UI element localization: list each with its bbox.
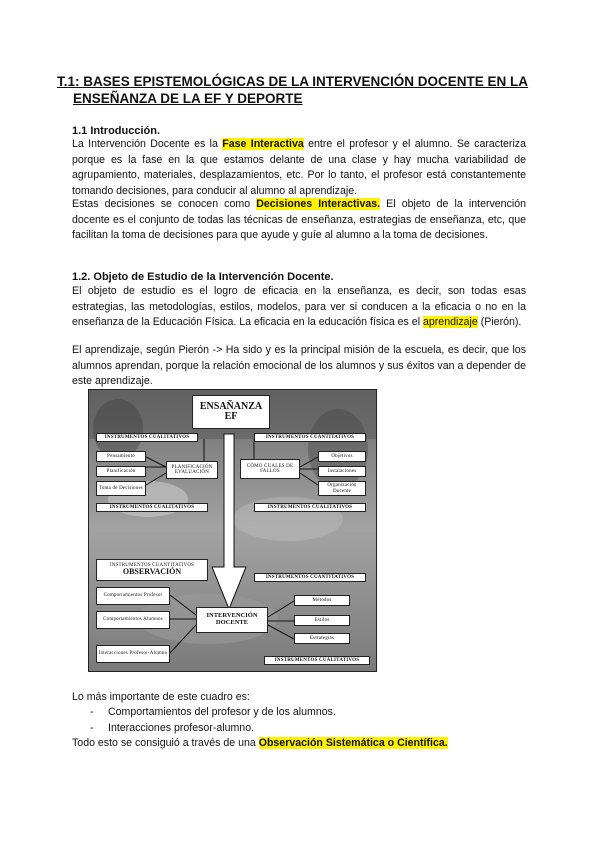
como-cuales-box: CÓMO CUALES DE FALLOS — [240, 459, 300, 479]
text-run: El objeto de la intervención docente es el conjunto de todas las técnicas de enseñanza, estrategias de enseñanza, etc, que facilitan la toma de decisiones para que ayude y guíe al alumno a la toma de decisiones. — [72, 198, 527, 242]
text-run: (Pierón). — [477, 316, 522, 329]
planificacion-evaluacion-box: PLANIFICACIÓN EVALUACIÓN — [166, 461, 218, 479]
instalaciones-box: Instalaciones — [318, 466, 366, 477]
after-intro: Lo más importante de este cuadro es: — [72, 691, 250, 703]
docente-label: DOCENTE — [215, 619, 249, 626]
list-item-text: Comportamientos del profesor y de los alumnos. — [108, 706, 336, 718]
toma-decisiones-box: Toma de Decisiones — [96, 481, 146, 496]
text-run: La Intervención Docente es la — [72, 138, 223, 150]
strip-cualitativos-3: INSTRUMENTOS CUALITATIVOS — [254, 503, 366, 512]
intervention-diagram — [88, 389, 377, 672]
title-line-2: ENSEÑANZA DE LA EF Y DEPORTE — [73, 91, 303, 106]
intervencion-docente-box — [196, 607, 268, 633]
observacion-strip-label: INSTRUMENTOS CUANTITATIVOS — [109, 563, 195, 569]
strip-cualitativos-2: INSTRUMENTOS CUALITATIVOS — [96, 503, 208, 512]
section-1-paragraph-2 — [72, 197, 526, 244]
strip-cuantitativos-1: INSTRUMENTOS CUANTITATIVOS — [254, 433, 366, 442]
highlight-decisiones-interactivas: Decisiones Interactivas. — [256, 198, 381, 210]
highlight-observacion-sistematica: Observación Sistemática o Científica. — [258, 737, 448, 749]
strip-cuantitativos-2: INSTRUMENTOS CUANTITATIVOS — [254, 573, 366, 582]
text-run: Todo esto se consiguió a través de una — [72, 737, 259, 749]
comp-profesor-box: Comportamientos Profesor — [96, 587, 170, 605]
estrategias-box: Estrategias — [294, 633, 350, 644]
section-1-heading: 1.1 Introducción. — [72, 125, 161, 137]
metodos-box: Métodos — [294, 595, 350, 606]
ef-label: EF — [224, 411, 238, 422]
pensamiento-box: Pensamiento — [96, 451, 146, 462]
estilos-box: Estilos — [294, 615, 350, 626]
strip-cualitativos-4: INSTRUMENTOS CUALITATIVOS — [264, 656, 370, 665]
strip-cualitativos-1: INSTRUMENTOS CUALITATIVOS — [96, 433, 198, 442]
comp-alumnos-box: Comportamientos Alumnos — [96, 611, 170, 629]
list-dash: - — [90, 722, 94, 734]
intervencion-label: INTERVENCIÓN — [206, 612, 258, 620]
list-item-text: Interacciones profesor-alumno. — [108, 722, 255, 734]
section-1-paragraph-1 — [72, 137, 526, 199]
list-item — [90, 706, 336, 718]
observacion-label: OBSERVACIÓN — [122, 567, 182, 577]
section-2-heading: 1.2. Objeto de Estudio de la Intervención Docente. — [72, 271, 334, 283]
objetivos-box: Objetivos — [318, 451, 366, 462]
text-run: Estas decisiones se conocen como — [72, 198, 257, 210]
text-run: El objeto de estudio es el logro de eficacia en la enseñanza, es decir, son todas esas estrategias, las metodologías, estilos, modelos, para ver si conducen a la eficacia o no en la enseñanza de la Educación Física. La eficacia en la educación física es el — [72, 285, 526, 329]
title-line-1: T.1: BASES EPISTEMOLÓGICAS DE LA INTERVENCIÓN DOCENTE EN LA — [57, 74, 529, 89]
section-2-paragraph-2: El aprendizaje, según Pierón -> Ha sido y es la principal misión de la escuela, es decir, que los alumnos aprendan, porque la relación emocional de los alumnos y sus éxitos van a depender de este aprendizaje. — [72, 344, 526, 388]
text-run: entre el profesor y el alumno. Se caracteriza porque es la fase en la que estamos delante de una clase y hay mucha variabilidad de agrupamiento, materiales, desplazamientos, etc. Por lo tanto, el profesor está constantemente tomando decisiones, para conducir al alumno al aprendizaje. — [72, 138, 526, 197]
ensenanza-box — [192, 395, 270, 429]
list-item — [90, 722, 254, 734]
interacciones-box: Interacciones Profesor-Alumno — [96, 645, 170, 663]
final-sentence — [72, 736, 526, 752]
planificacion-box: Planificación — [96, 466, 146, 477]
list-dash: - — [90, 706, 94, 718]
section-2-paragraph-1 — [72, 284, 526, 331]
document-title — [57, 73, 537, 107]
highlight-aprendizaje: aprendizaje — [423, 316, 478, 329]
organizacion-box: Organización Docente — [318, 481, 366, 496]
ensenanza-label: ENSAÑANZA — [199, 400, 263, 412]
highlight-fase-interactiva: Fase Interactiva — [222, 138, 304, 150]
observacion-box — [96, 559, 208, 581]
